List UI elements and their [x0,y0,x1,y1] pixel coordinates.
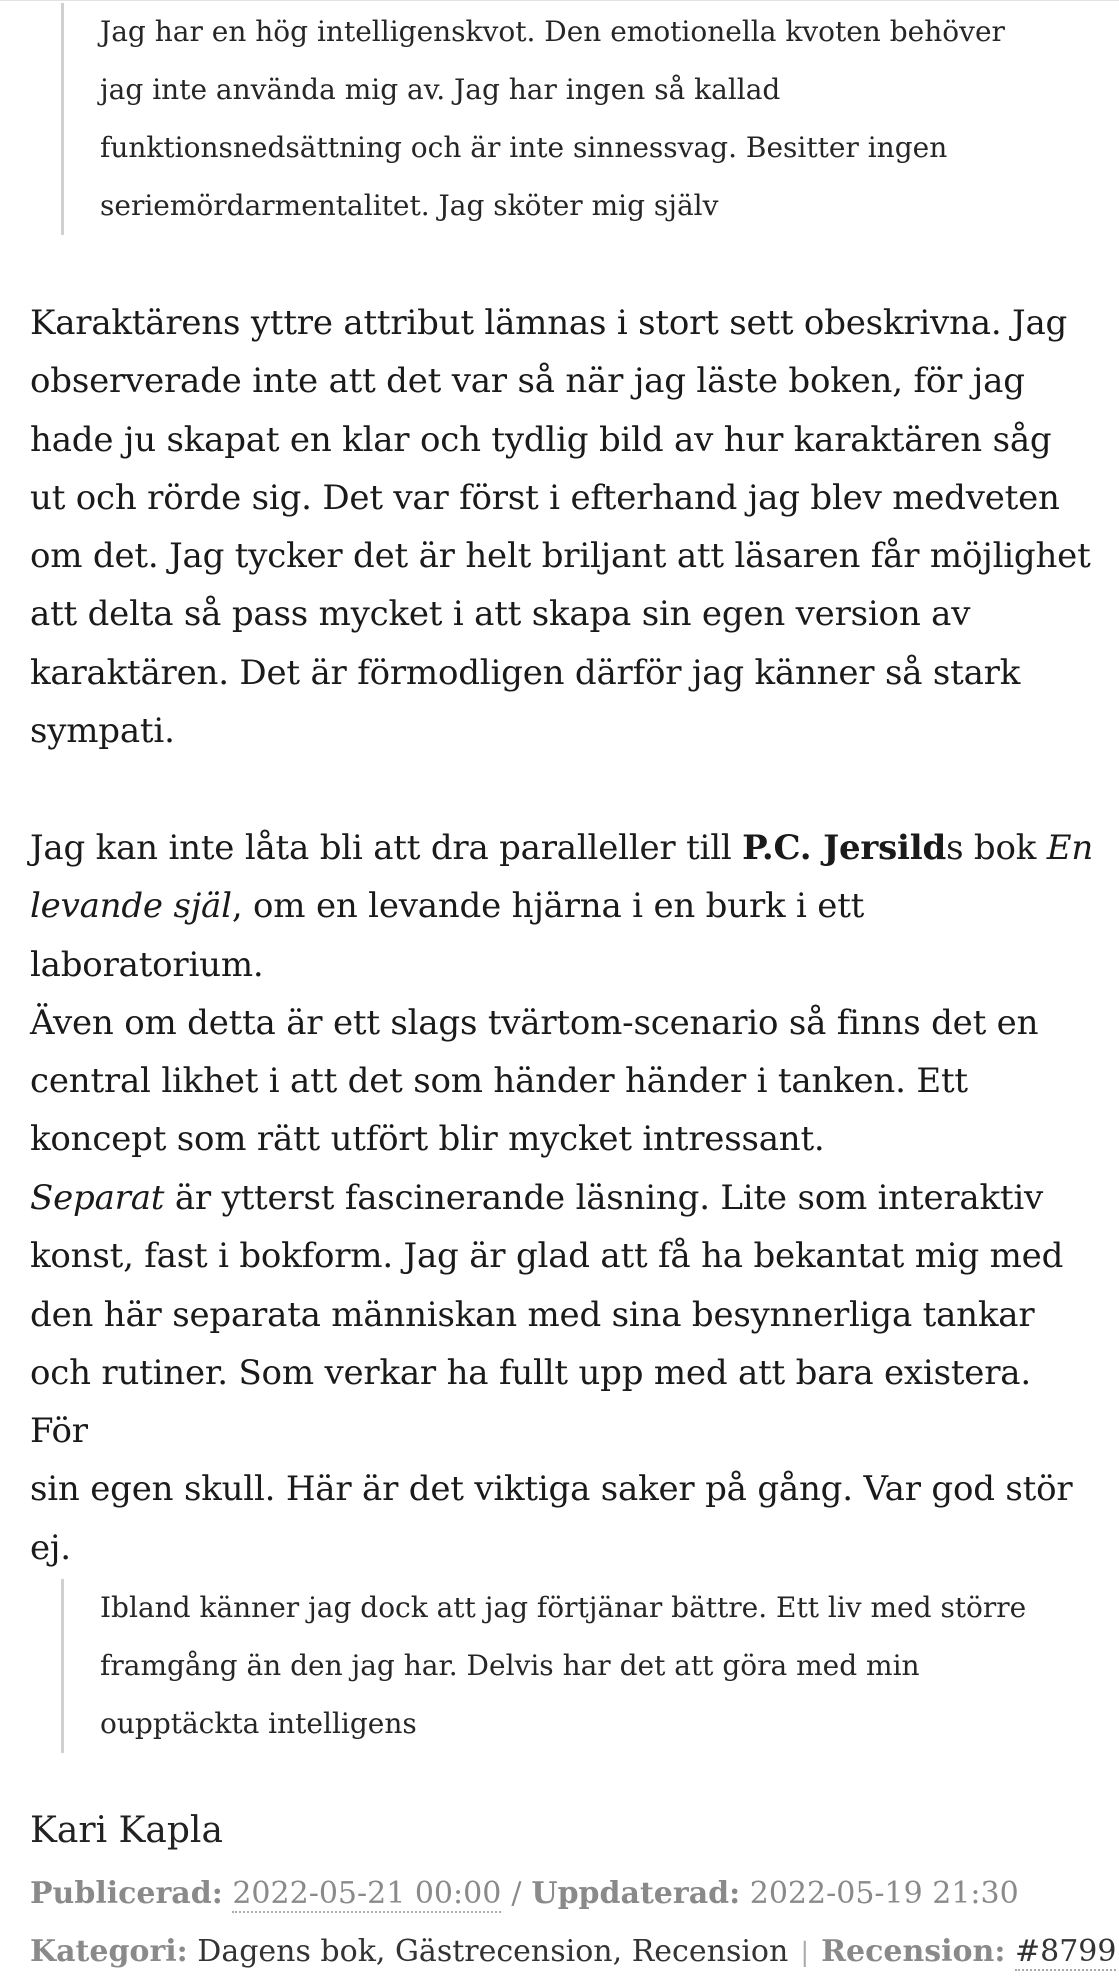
book-title-italic: Separat [30,1178,165,1218]
quote-line: seriemördarmentalitet. Jag sköter mig själv [100,189,719,222]
category-comma: , [612,1934,623,1969]
text-line: Karaktärens yttre attribut lämnas i stort sett obeskrivna. Jag [30,303,1068,343]
updated-label: Uppdaterad: [531,1876,741,1911]
text-line: den här separata människan med sina besynnerliga tankar [30,1294,1035,1335]
text-line: ut och rörde sig. Det var först i efterhand jag blev medveten [30,477,1060,518]
text-line: och rutiner. Som verkar ha fullt upp med att bara existera. För [30,1352,1031,1452]
quote-line: funktionsnedsättning och är inte sinnessvag. Besitter ingen [100,131,948,164]
review-number-link[interactable]: #8799 [1015,1934,1117,1969]
author-name: Kari Kapla [30,1810,223,1851]
text-line: att delta så pass mycket i att skapa sin egen version av [30,594,971,635]
quote-line: Ibland känner jag dock att jag förtjänar bättre. Ett liv med större [100,1591,1027,1624]
text-segment: är ytterst fascinerande läsning. Lite som interaktiv [164,1178,1044,1218]
text-line: konst, fast i bokform. Jag är glad att få ha bekantat mig med [30,1236,1064,1277]
book-title-italic: levande själ [30,886,232,927]
meta-separator: / [511,1876,522,1911]
text-line: observerade inte att det var så när jag läste boken, för jag [30,361,1025,402]
review-label: Recension: [821,1934,1006,1969]
quote-line: Jag har en hög intelligenskvot. Den emotionella kvoten behöver [100,15,1005,48]
paragraph-3 [30,1169,1094,1577]
category-meta [30,1934,1116,1969]
updated-date: 2022-05-19 21:30 [749,1876,1019,1911]
published-label: Publicerad: [30,1876,223,1911]
book-title-italic: En [1046,828,1094,868]
paragraph-2 [30,819,1094,1169]
publish-meta [30,1876,1019,1911]
text-line: om det. Jag tycker det är helt briljant att läsaren får möjlighet [30,536,1091,577]
author-name-bold: P.C. Jersild [742,828,947,868]
text-segment: , om en levande hjärna i en burk i ett laboratorium. [30,886,865,985]
quote-line: oupptäckta intelligens [100,1707,417,1740]
published-date: 2022-05-21 00:00 [232,1876,502,1911]
text-line: central likhet i att det som händer händer i tanken. Ett [30,1061,968,1102]
meta-pipe: | [800,1938,810,1968]
quote-line: framgång än den jag har. Delvis har det att göra med min [100,1649,920,1682]
text-line: hade ju skapat en klar och tydlig bild av hur karaktären såg [30,419,1052,460]
text-line: ej. [30,1527,71,1568]
text-segment: s bok [946,828,1047,868]
category-label: Kategori: [30,1934,188,1969]
blockquote-1 [61,3,1090,235]
text-line: Även om detta är ett slags tvärtom-scenario så finns det en [30,1002,1039,1043]
text-line: koncept som rätt utfört blir mycket intressant. [30,1119,825,1160]
blockquote-2 [61,1579,1090,1753]
paragraph-1 [30,294,1094,760]
category-link-recension[interactable]: Recension [631,1934,789,1969]
text-line: karaktären. Det är förmodligen därför jag känner så stark [30,652,1021,693]
category-link-gastrecension[interactable]: Gästrecension [394,1934,613,1969]
category-comma: , [375,1934,386,1969]
category-link-dagens-bok[interactable]: Dagens bok [197,1934,376,1969]
text-segment: Jag kan inte låta bli att dra paralleller till [30,828,743,868]
quote-line: jag inte använda mig av. Jag har ingen så kallad [100,73,781,106]
top-divider [0,0,1119,1]
text-line: sin egen skull. Här är det viktiga saker på gång. Var god stör [30,1469,1073,1510]
text-line: sympati. [30,711,175,752]
